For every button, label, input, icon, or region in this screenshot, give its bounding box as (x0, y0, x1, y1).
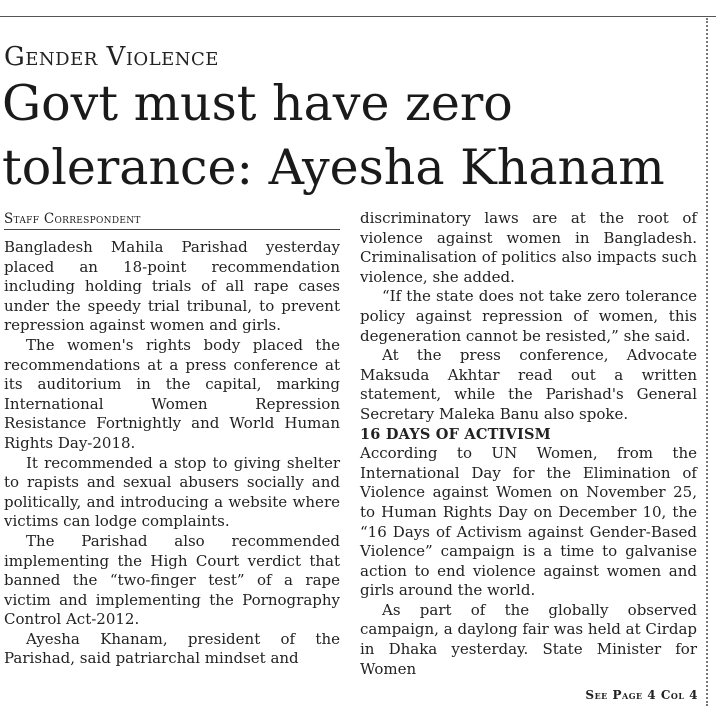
byline: Staff Correspondent (4, 210, 340, 230)
paragraph: Bangladesh Mahila Parishad yesterday placed an 18-point recommendation including holding trials of all rape cases under the speedy trial tribunal, to prevent repression against women and girls. (4, 238, 340, 335)
paragraph: As part of the globally observed campaign, a daylong fair was held at Cirdap in Dhaka yesterday. State Minister for Women (360, 600, 697, 678)
paragraph: It recommended a stop to giving shelter to rapists and sexual abusers socially and politically, and introducing a website where victims can lodge complaints. (4, 453, 340, 531)
jump-line: See Page 4 Col 4 (585, 688, 698, 702)
headline-line-1: Govt must have zero (2, 75, 513, 132)
paragraph: Ayesha Khanam, president of the Parishad, said patriarchal mindset and (4, 629, 340, 668)
right-column (360, 209, 697, 679)
paragraph: The Parishad also recommended implementing the High Court verdict that banned the “two-finger test” of a rape victim and implementing the Pornography Control Act-2012. (4, 531, 340, 629)
subhead: 16 DAYS OF ACTIVISM (360, 425, 551, 443)
top-rule (0, 16, 716, 17)
paragraph: discriminatory laws are at the root of violence against women in Bangladesh. Criminalisation of politics also impacts such violence, she added. (360, 209, 697, 286)
left-column (4, 209, 340, 669)
headline (2, 72, 702, 200)
column-dotted-rule (706, 18, 708, 706)
paragraph: The women's rights body placed the recommendations at a press conference at its auditorium in the capital, marking International Women Repression Resistance Fortnightly and World Human Rights Day-2018. (4, 335, 340, 452)
section-kicker: Gender Violence (4, 42, 219, 72)
paragraph: “If the state does not take zero tolerance policy against repression of women, this degeneration cannot be resisted,” she said. (360, 287, 697, 345)
paragraph: At the press conference, Advocate Maksuda Akhtar read out a written statement, while the Parishad's General Secretary Maleka Banu also spoke. (360, 346, 697, 423)
headline-line-2: tolerance: Ayesha Khanam (2, 139, 665, 196)
paragraph: According to UN Women, from the International Day for the Elimination of Violence against Women on November 25, to Human Rights Day on December 10, the “16 Days of Activism against Gender-Based Violence” campaign is a time to galvanise action to end violence against women and girls around the world. (360, 444, 697, 600)
